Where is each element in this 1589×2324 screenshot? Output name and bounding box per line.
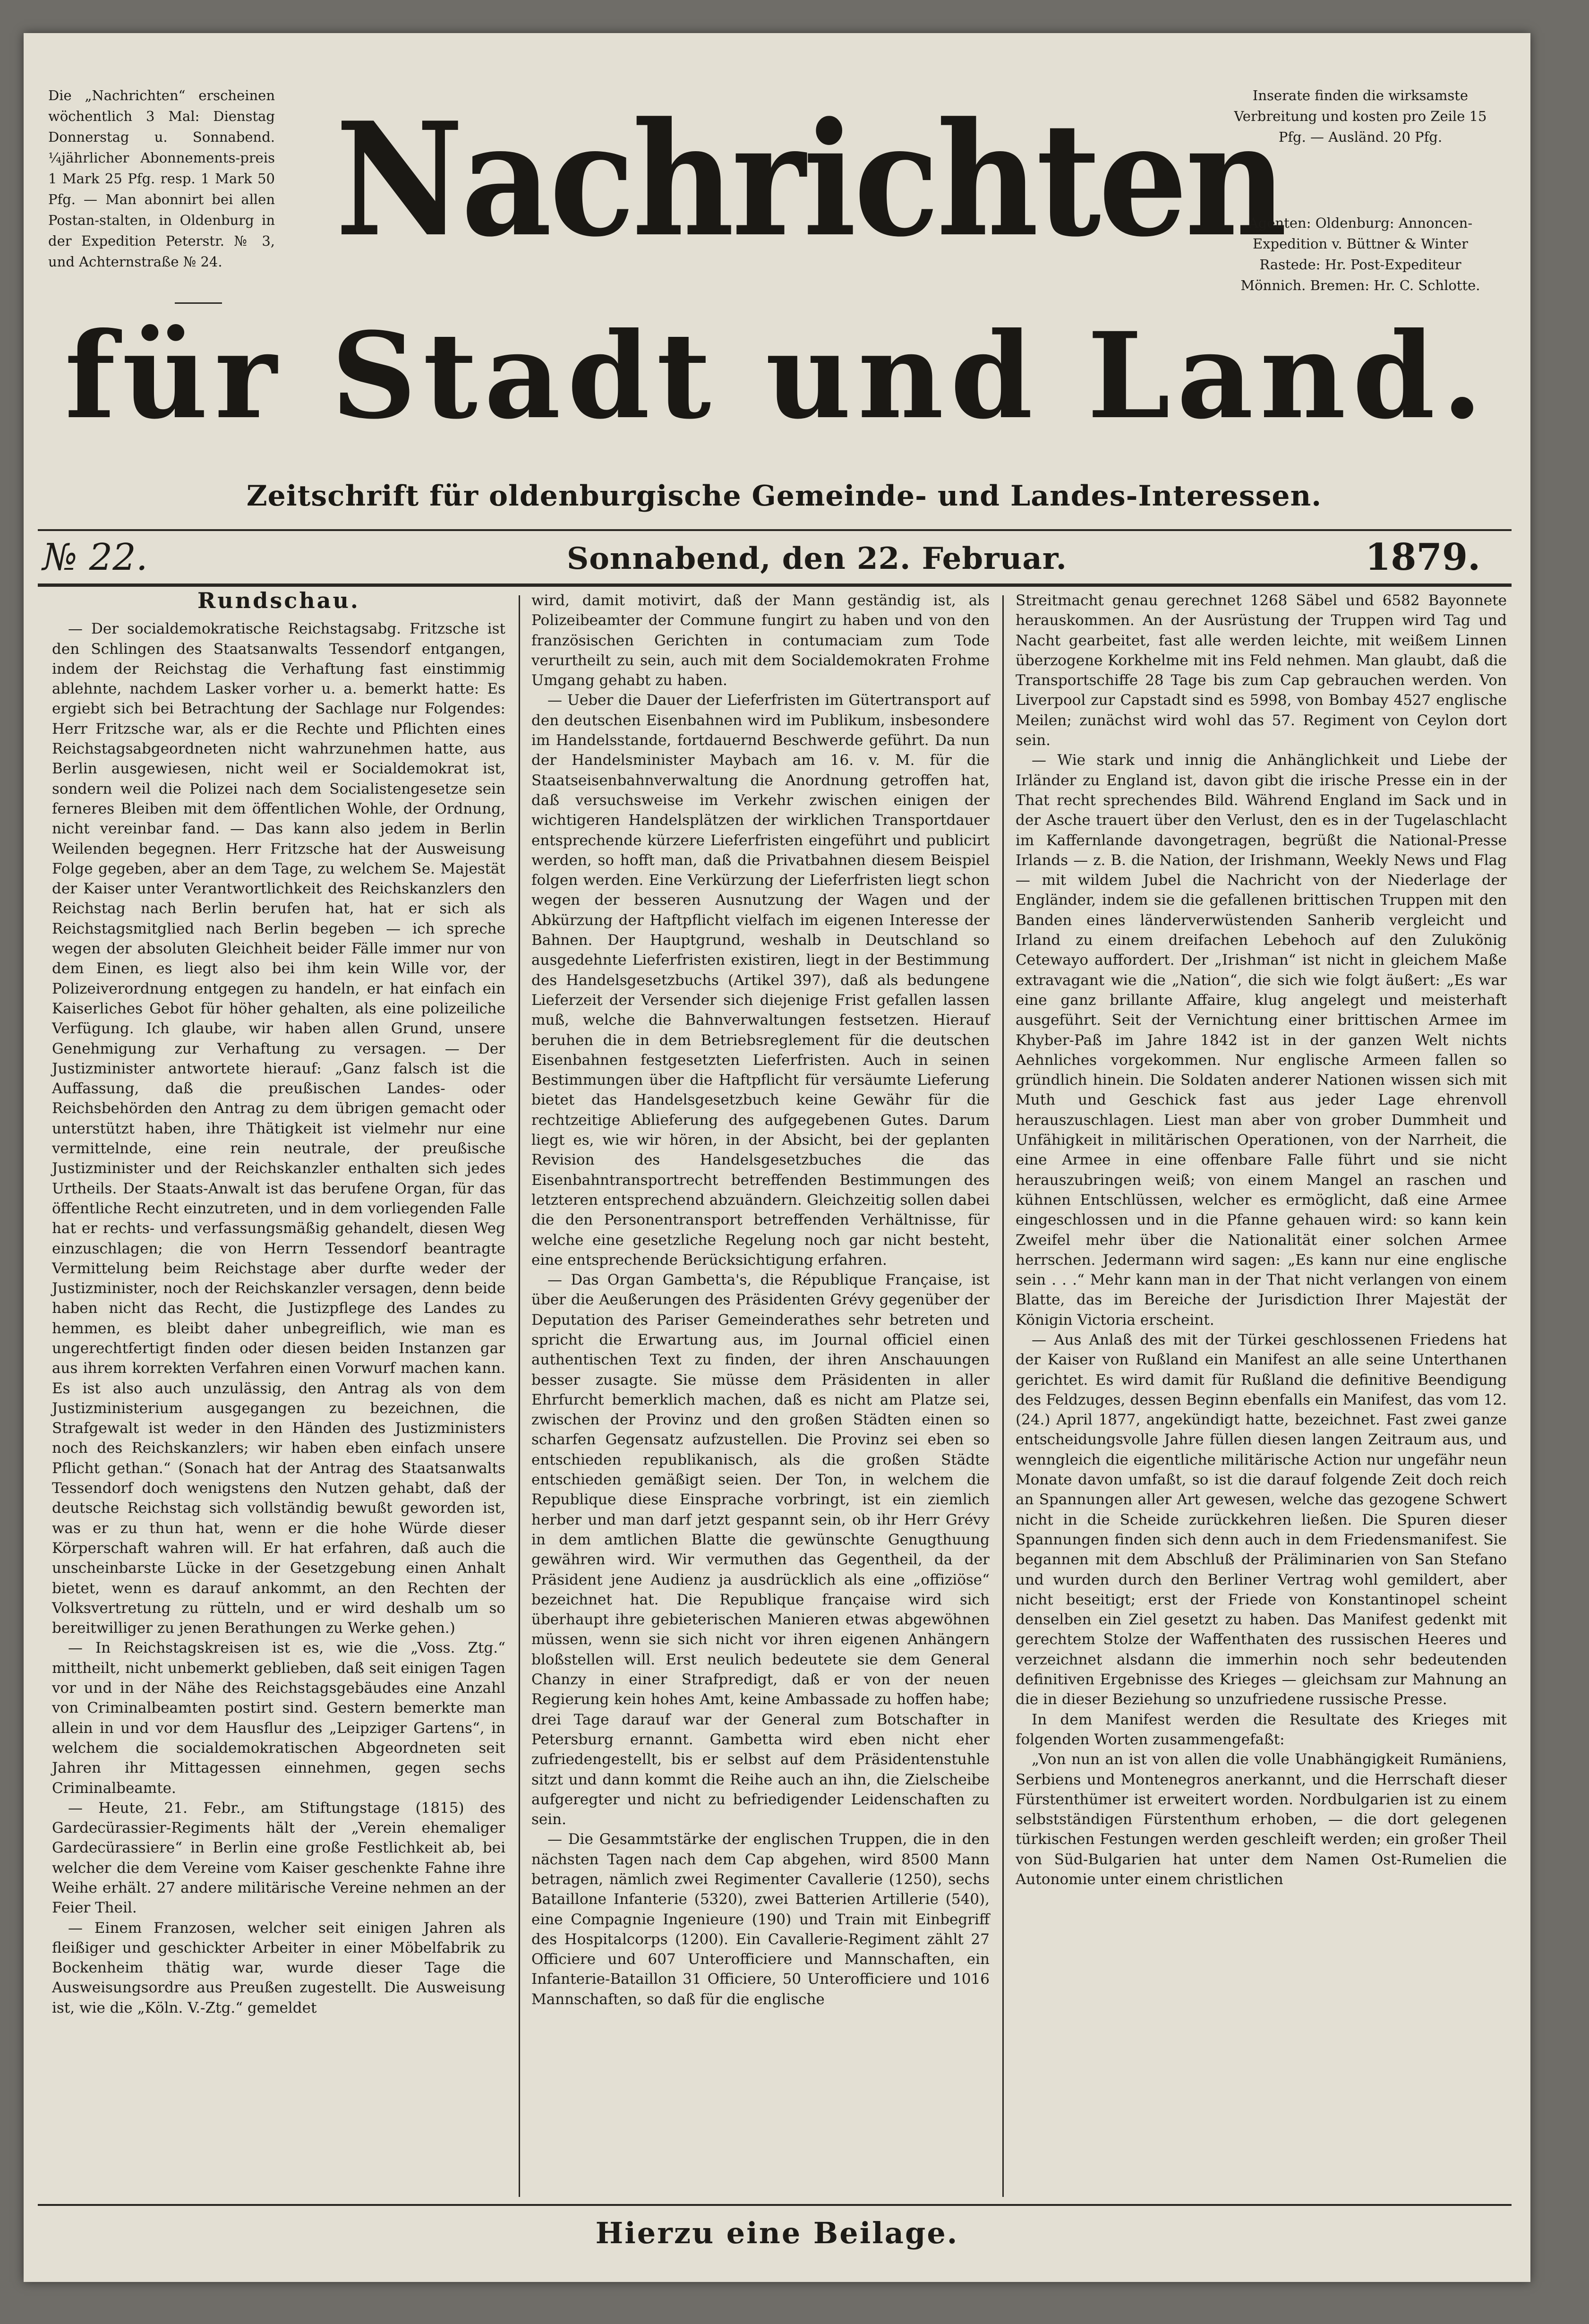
subscription-info: Die „Nachrichten“ erscheinen wöchentlich 3 Mal: Dienstag Donnerstag u. Sonnabend. ¼jährlicher Abonnements-preis 1 Mark 25 Pfg. resp. 1 Mark 50 Pfg. — Man abonnirt bei allen Postan-stalten, in Oldenburg in der Expedition Peterstr. № 3, und Achternstraße № 24. <box>48 87 275 270</box>
article-paragraph: — Aus Anlaß des mit der Türkei geschlossenen Friedens hat der Kaiser von Rußland ein Manifest an alle seine Unterthanen gerichtet. Es wird damit für Rußland die definitive Beendigung des Feldzuges, dessen Beginn ebenfalls ein Manifest, das vom 12. (24.) April 1877, angekündigt hatte, bezeichnet. Fast zwei ganze entscheidungsvolle Jahre füllen diesen langen Zeitraum aus, und wenngleich die eigentliche militärische Action nur ungefähr neun Monate davon umfaßt, so ist die darauf folgende Zeit doch reich an Spannungen aller Art gewesen, welche das gezogene Schwert nicht in die Scheide zurückkehren ließen. Die Spuren dieser Spannungen finden sich denn auch in dem Friedensmanifest. Sie begannen mit dem Abschluß der Präliminarien von San Stefano und wurden durch den Berliner Vertrag wohl gemildert, aber nicht beseitigt; erst der Friede von Konstantinopel scheint denselben ein Ziel gesetzt zu haben. Das Manifest gedenkt mit gerechtem Stolze der Waffenthaten des russischen Heeres und verzeichnet alsdann die immerhin noch sehr bedeutenden definitiven Ergebnisse des Krieges — gleichsam zur Mahnung an die in dieser Beziehung so unzufriedene russische Presse. <box>1016 1331 1507 1708</box>
issue-year: 1879. <box>1365 536 1481 579</box>
article-paragraph: — Das Organ Gambetta's, die République Française, ist über die Aeußerungen des Präsidenten Grévy gegenüber der Deputation des Pariser Gemeinderathes sehr betreten und spricht die Erwartung aus, im Journal officiel einen authentischen Text zu finden, der ihren Anschauungen besser zusagte. Sie müsse dem Präsidenten in aller Ehrfurcht bemerklich machen, daß es nicht am Platze sei, zwischen der Provinz und den großen Städten einen so scharfen Gegensatz aufzustellen. Die Provinz sei eben so entschieden republikanisch, als die großen Städte entschieden gemäßigt seien. Der Ton, in welchem die Republique diese Einsprache vorbringt, ist ein ziemlich herber und man darf jetzt gespannt sein, ob ihr Herr Grévy in dem amtlichen Blatte die gewünschte Genugthuung gewähren wird. Wir vermuthen das Gegentheil, da der Präsident jene Audienz ja ausdrücklich als eine „offiziöse“ bezeichnet hat. Die Republique française wird sich überhaupt ihre gebieterischen Manieren etwas abgewöhnen müssen, wenn sie sich nicht vor ihren eigenen Anhängern bloßstellen will. Erst neulich bedeutete sie dem General Chanzy in einer Strafpredigt, daß er von der neuen Regierung kein hohes Amt, keine Ambassade zu hoffen habe; drei Tage darauf war der General zum Botschafter in Petersburg ernannt. Gambetta wird eben nicht eher zufriedengestellt, bis er selbst auf dem Präsidentenstuhle sitzt und dann kommt die Reihe auch an ihn, die Zielscheibe aufgeregter und nicht zu befriedigender Leidenschaften zu sein. <box>531 1271 990 1828</box>
section-heading: Rundschau. <box>197 588 360 613</box>
issue-date: Sonnabend, den 22. Februar. <box>567 541 1067 576</box>
issue-rule-bottom <box>38 583 1512 587</box>
article-paragraph: — Heute, 21. Febr., am Stiftungstage (1815) des Gardecürassier-Regiments hält der „Verein ehemaliger Gardecürassiere“ in Berlin eine große Festlichkeit ab, bei welcher die dem Vereine vom Kaiser geschenkte Fahne ihre Weihe erhält. 27 andere militärische Vereine nehmen an der Feier Theil. <box>52 1799 505 1917</box>
footer-rule <box>38 2204 1512 2206</box>
column-2 <box>531 591 990 2009</box>
article-paragraph: „Von nun an ist von allen die volle Unabhängigkeit Rumäniens, Serbiens und Montenegros anerkannt, und die Herrschaft dieser Fürstenthümer ist erweitert worden. Nordbulgarien ist zu einem selbstständigen Fürstenthum erhoben, — die dort gelegenen türkischen Festungen werden geschleift werden; ein großer Theil von Süd-Bulgarien hat unter dem Namen Ost-Rumelien die Autonomie unter einem christlichen <box>1016 1751 1507 1888</box>
column-1 <box>52 588 505 2018</box>
article-paragraph: — Der socialdemokratische Reichstagsabg. Fritzsche ist den Schlingen des Staatsanwalts Tessendorf entgangen, indem der Reichstag die Verhaftung fast einstimmig ablehnte, nachdem Lasker vorher u. a. bemerkt hatte: Es ergiebt sich bei Betrachtung der Sachlage nur Folgendes: Herr Fritzsche war, als er die Rechte und Pflichten eines Reichstagsabgeordneten nicht wahrzunehmen hatte, aus Berlin ausgewiesen, nicht weil er Socialdemokrat ist, sondern weil die Polizei nach dem Socialistengesetze sein ferneres Bleiben mit dem öffentlichen Wohle, der Ordnung, nicht vereinbar fand. — Das kann also jedem in Berlin Weilenden begegnen. Herr Fritzsche hat der Ausweisung Folge gegeben, aber an dem Tage, zu welchem Se. Majestät der Kaiser unter Verantwortlichkeit des Reichskanzlers den Reichstag nach Berlin berufen hat, hat er sich als Reichstagsmitglied nach Berlin begeben — ich spreche wegen der absoluten Gleichheit beider Fälle immer nur von dem Einen, es liegt also bei ihm kein Wille vor, der Polizeiverordnung entgegen zu handeln, er hat einfach ein Kaiserliches Gebot für höher gehalten, als eine polizeiliche Verfügung. Ich glaube, wir haben allen Grund, unsere Genehmigung zur Verhaftung zu versagen. — Der Justizminister antwortete hierauf: „Ganz falsch ist die Auffassung, daß die preußischen Landes- oder Reichsbehörden den Antrag zu dem übrigen gemacht oder unterstützt haben, ihre Thätigkeit ist vielmehr nur eine vermittelnde, eine rein neutrale, der preußische Justizminister und der Reichskanzler enthalten sich jedes Urtheils. Der Staats-Anwalt ist das berufene Organ, für das öffentliche Recht einzutreten, und in dem vorliegenden Falle hat er rechts- und verfassungsmäßig gehandelt, diesen Weg einzuschlagen; die von Herrn Tessendorf beantragte Vermittelung beim Reichstage aber durfte weder der Justizminister, noch der Reichskanzler versagen, denn beide haben nicht das Recht, die Justizpflege des Landes zu hemmen, es bleibt daher unbegreiflich, wie man es ungerechtfertigt finden oder diesen beiden Instanzen gar aus ihrem korrekten Verfahren einen Vorwurf machen kann. Es ist also auch unzulässig, den Antrag als von dem Justizministerium ausgegangen zu bezeichnen, die Strafgewalt ist weder in den Händen des Justizministers noch des Reichskanzlers; wir haben eben einfach unsere Pflicht gethan.“ (Sonach hat der Antrag des Staatsanwalts Tessendorf doch wenigstens den Nutzen gehabt, daß der deutsche Reichstag sich vollständig bewußt geworden ist, was er zu thun hat, wenn er die hohe Würde dieser Körperschaft wahren will. Er hat erfahren, daß auch die unscheinbarste Lücke in der Gesetzgebung einen Anhalt bietet, wenn es darauf ankommt, an den Rechten der Volksvertretung zu rütteln, und er wird deshalb um so bereitwilliger zu jenen Berathungen zu Werke gehen.) <box>52 620 505 1637</box>
article-paragraph: wird, damit motivirt, daß der Mann geständig ist, als Polizeibeamter der Commune fungirt zu haben und von den französischen Gerichten in contumaciam zum Tode verurtheilt zu sein, auch mit dem Socialdemokraten Frohme Umgang gehabt zu haben. <box>531 592 990 689</box>
article-paragraph: — In Reichstagskreisen ist es, wie die „Voss. Ztg.“ mittheilt, nicht unbemerkt geblieben, daß seit einigen Tagen vor und in der Nähe des Reichstagsgebäudes eine Anzahl von Criminalbeamten postirt sind. Gestern bemerkte man allein in und vor dem Hausflur des „Leipziger Gartens“, in welchem die socialdemokratischen Abgeordneten seit Jahren ihr Mittagessen einnehmen, gegen sechs Criminalbeamte. <box>52 1639 505 1797</box>
article-paragraph: — Wie stark und innig die Anhänglichkeit und Liebe der Irländer zu England ist, davon gibt die irische Presse ein in der That recht sprechendes Bild. Während England im Sack und in der Asche trauert über den Verlust, den es in der Tugelaschlacht im Kaffernlande davongetragen, begrüßt die National-Presse Irlands — z. B. die Nation, der Irishmann, Weekly News und Flag — mit wildem Jubel die Nachricht von der Niederlage der Engländer, indem sie die gefallenen brittischen Truppen mit den Banden eines länderverwüstenden Sanherib vergleicht und Irland zu einem dreifachen Lebehoch auf den Zulukönig Cetewayo auffordert. Der „Irishman“ ist nicht in gleichem Maße extravagant wie die „Nation“, die sich wie folgt äußert: „Es war eine ganz brillante Affaire, klug angelegt und meisterhaft ausgeführt. Seit der Vernichtung einer brittischen Armee im Khyber-Paß im Jahre 1842 ist in der ganzen Welt nichts Aehnliches vorgekommen. Nur englische Armeen fallen so gründlich hinein. Die Soldaten anderer Nationen wissen sich mit Muth und Geschick fast aus jeder Lage ehrenvoll herauszuschlagen. Liest man aber von grober Dummheit und Unfähigkeit in militärischen Operationen, von der Narrheit, die eine Armee in eine offenbare Falle führt und sie nicht herauszubringen weiß; von einem Mangel an raschen und kühnen Entschlüssen, welcher es ermöglicht, daß eine Armee eingeschlossen und in die Pfanne gehauen wird: so kann kein Zweifel mehr über die Nationalität einer solchen Armee herrschen. Jedermann wird sagen: „Es kann nur eine englische sein . . .“ Mehr kann man in der That nicht verlangen von einem Blatte, das im Bereiche der Jurisdiction Ihrer Majestät der Königin Victoria erscheint. <box>1016 752 1507 1329</box>
advertising-info: Inserate finden die wirksamste Verbreitung und kosten pro Zeile 15 Pfg. — Ausländ. 20 Pfg. <box>1234 87 1487 145</box>
agents-info: Agenten: Oldenburg: Annoncen-Expedition v. Büttner & Winter Rastede: Hr. Post-Expediteur Mönnich. Bremen: Hr. C. Schlotte. <box>1240 215 1480 293</box>
masthead-subtitle: Zeitschrift für oldenburgische Gemeinde- und Landes-Interessen. <box>246 480 1322 513</box>
masthead-title-line2: für Stadt und Land. <box>64 306 1490 445</box>
article-paragraph: — Die Gesammtstärke der englischen Truppen, die in den nächsten Tagen nach dem Cap abgehen, wird 8500 Mann betragen, nämlich zwei Regimenter Cavallerie (1250), sechs Bataillone Infanterie (5320), zwei Batterien Artillerie (540), eine Compagnie Ingenieure (190) und Train mit Einbegriff des Hospitalcorps (1200). Ein Cavallerie-Regiment zählt 27 Officiere und 607 Unterofficiere und Mannschaften, ein Infanterie-Bataillon 31 Officiere, 50 Unterofficiere und 1016 Mannschaften, so daß für die englische <box>531 1831 990 2008</box>
supplement-notice: Hierzu eine Beilage. <box>595 2216 959 2250</box>
column-3 <box>1016 591 1507 1889</box>
masthead-title-line1: Nachrichten <box>335 88 1285 271</box>
article-paragraph: — Ueber die Dauer der Lieferfristen im Gütertransport auf den deutschen Eisenbahnen wird im Publikum, insbesondere im Handelsstande, fortdauernd Beschwerde geführt. Da nun der Handelsminister Maybach am 16. v. M. für die Staatseisenbahnverwaltung die Anordnung getroffen hat, daß versuchsweise im Verkehr zwischen einigen der wichtigeren Handelsplätzen der wirklichen Transportdauer entsprechende kürzere Lieferfristen eingeführt und publicirt werden, so hofft man, daß die Privatbahnen diesem Beispiel folgen werden. Eine Verkürzung der Lieferfristen liegt schon wegen der besseren Ausnutzung der Wagen und der Abkürzung der Haftpflicht vielfach im eigenen Interesse der Bahnen. Der Hauptgrund, weshalb in Deutschland so ausgedehnte Lieferfristen existiren, liegt in der Bestimmung des Handelsgesetzbuchs (Artikel 397), daß als bedungene Lieferzeit der Versender sich diejenige Frist gefallen lassen muß, welche die Bahnverwaltungen festsetzen. Hierauf beruhen die in dem Betriebsreglement für die deutschen Eisenbahnen festgesetzten Lieferfristen. Auch in seinen Bestimmungen über die Haftpflicht für versäumte Lieferung bietet das Handelsgesetzbuch keine Gewähr für die rechtzeitige Ablieferung des aufgegebenen Gutes. Darum liegt es, wie wir hören, in der Absicht, bei der geplanten Revision des Handelsgesetzbuches die das Eisenbahntransportrecht betreffenden Bestimmungen des letzteren entsprechend abzuändern. Gleichzeitig sollen dabei die den Personentransport betreffenden Verhältnisse, für welche eine gesetzliche Regelung noch gar nicht besteht, eine entsprechende Berücksichtigung erfahren. <box>531 692 990 1269</box>
column-divider-1 <box>519 595 520 2197</box>
article-paragraph: — Einem Franzosen, welcher seit einigen Jahren als fleißiger und geschickter Arbeiter in einer Möbelfabrik zu Bockenheim thätig war, wurde dieser Tage die Ausweisungsordre aus Preußen zugestellt. Die Ausweisung ist, wie die „Köln. V.-Ztg.“ gemeldet <box>52 1919 505 2016</box>
issue-number: № 22. <box>43 536 148 579</box>
column-divider-2 <box>1002 595 1004 2197</box>
issue-rule-top <box>38 529 1512 531</box>
article-paragraph: Streitmacht genau gerechnet 1268 Säbel und 6582 Bayonnete herauskommen. An der Ausrüstung der Truppen wird Tag und Nacht gearbeitet, fast alle werden leichte, mit weißem Linnen überzogene Korkhelme mit ins Feld nehmen. Man glaubt, daß die Transportschiffe 28 Tage bis zum Cap gebrauchen werden. Von Liverpool zur Capstadt sind es 5998, von Bombay 4527 englische Meilen; zunächst wird wohl das 57. Regiment von Ceylon dort sein. <box>1016 592 1507 749</box>
article-paragraph: In dem Manifest werden die Resultate des Krieges mit folgenden Worten zusammengefaßt: <box>1016 1711 1507 1748</box>
newspaper-page <box>24 33 1530 2282</box>
